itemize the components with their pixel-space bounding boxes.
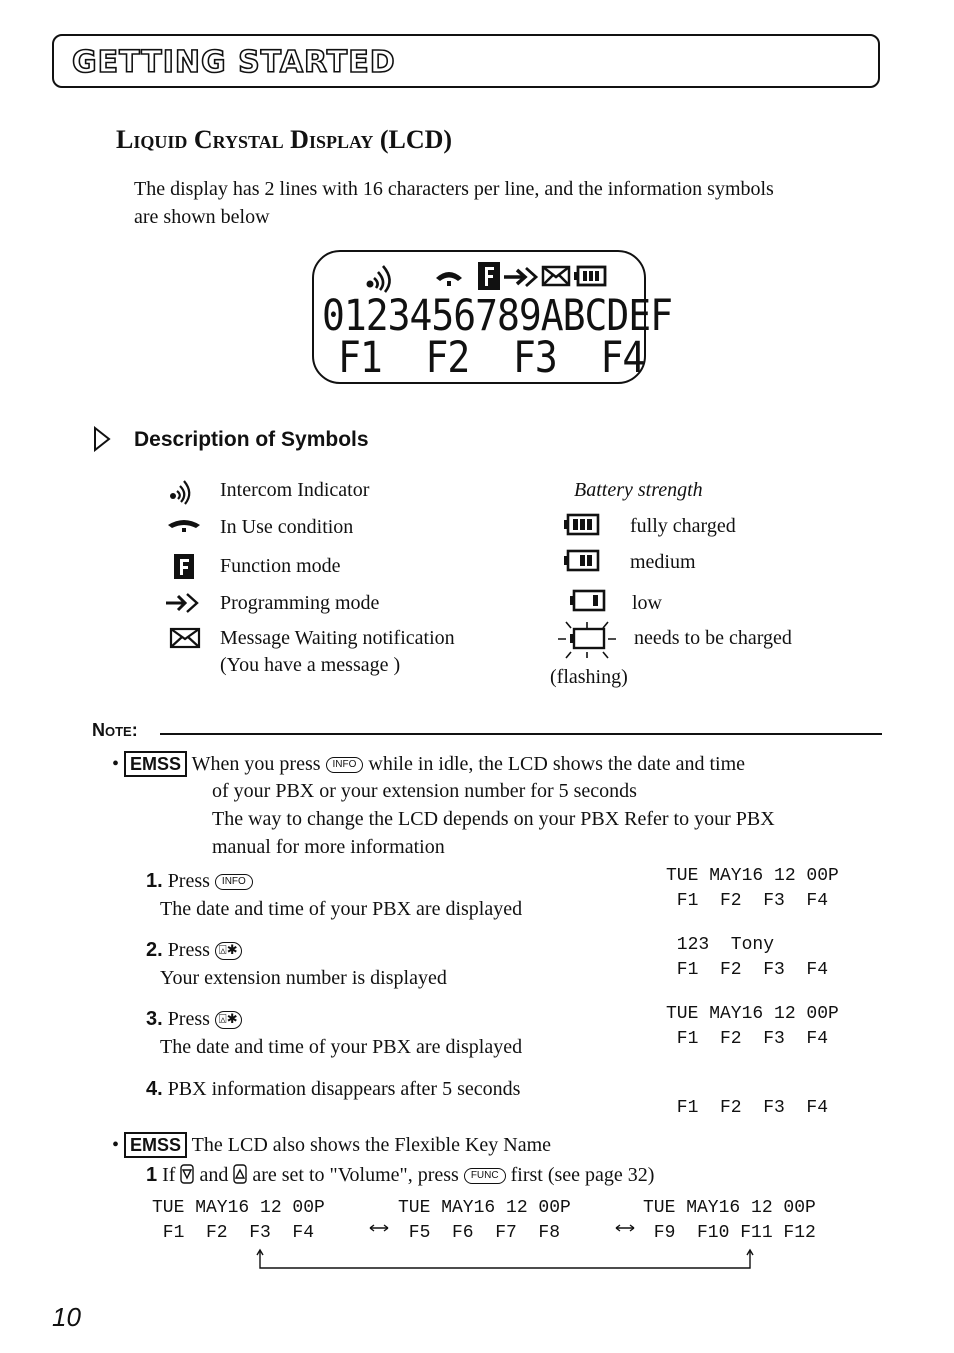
flex-step-text-d: first (see page 32): [510, 1164, 655, 1186]
battery-full-icon: [564, 515, 598, 534]
note-p1-line-4: manual for more information: [212, 836, 445, 858]
battery-empty-icon: [558, 622, 616, 658]
section-title: Liquid Crystal Display (LCD): [116, 125, 453, 154]
step-1-display-line-2: F1 F2 F3 F4: [666, 891, 829, 911]
flex-display-1-line-2: F1 F2 F3 F4: [152, 1223, 315, 1243]
flex-display-1-line-1: TUE MAY16 12 00P: [152, 1198, 325, 1218]
battery-low-icon: [570, 591, 604, 610]
flex-step-text-a: If: [162, 1164, 176, 1186]
step-3-number: 3.: [146, 1008, 163, 1030]
flex-step-text-c: are set to "Volume", press: [252, 1164, 459, 1186]
intercom-icon: [367, 266, 390, 292]
symbol-icon-column: [164, 476, 206, 656]
step-4-heading: [146, 1075, 520, 1103]
step-4-display-line-2: F1 F2 F3 F4: [666, 1098, 829, 1118]
step-2-display-line-2: F1 F2 F3 F4: [666, 960, 829, 980]
function-f-icon: [478, 262, 500, 290]
battery-title: Battery strength: [574, 479, 703, 501]
volume-down-key-icon: [180, 1164, 194, 1184]
step-2-description: Your extension number is displayed: [160, 967, 447, 989]
return-loop-arrow-icon: [257, 1250, 753, 1268]
battery-flashing-label: (flashing): [550, 666, 628, 688]
page-number: 10: [52, 1302, 81, 1332]
step-4-description: PBX information disappears after 5 seconds: [167, 1078, 521, 1100]
symbol-label-message-sub: (You have a message ): [220, 654, 401, 676]
step-2-display-line-1: 123 Tony: [666, 935, 775, 955]
info-key: INFO: [215, 874, 253, 890]
battery-icon-column: [550, 512, 626, 672]
battery-full-icon: [574, 267, 605, 285]
battery-label-empty: needs to be charged: [634, 627, 792, 649]
programming-arrow-icon: [166, 594, 197, 612]
intro-line-1: The display has 2 lines with 16 characters per line, and the information symbols: [134, 178, 774, 200]
step-3-display-line-1: TUE MAY16 12 00P: [666, 1004, 839, 1024]
step-3-display-line-2: F1 F2 F3 F4: [666, 1029, 829, 1049]
func-key: FUNC: [464, 1168, 506, 1184]
programming-arrow-icon: [504, 268, 536, 286]
note-p2-text: The LCD also shows the Flexible Key Name: [191, 1134, 552, 1156]
envelope-icon: [171, 629, 199, 647]
info-key: INFO: [326, 757, 364, 773]
note-p1-line-3: The way to change the LCD depends on your PBX Refer to your PBX: [212, 808, 775, 830]
step-1-display-line-1: TUE MAY16 12 00P: [666, 866, 839, 886]
step-2-press: Press: [167, 939, 210, 961]
function-f-icon: [174, 554, 194, 579]
bullet: •: [112, 753, 120, 775]
emss-badge: EMSS: [124, 751, 187, 777]
flex-cycle-arrows: [250, 1210, 770, 1274]
double-arrow-icon: [616, 1225, 634, 1231]
flex-step-text-b: and: [199, 1164, 229, 1186]
battery-label-low: low: [632, 592, 662, 614]
step-2-heading: [146, 936, 242, 964]
step-1-description: The date and time of your PBX are displayed: [160, 898, 523, 920]
flex-step-1: [146, 1161, 654, 1189]
intro-line-2: are shown below: [134, 206, 270, 228]
battery-label-medium: medium: [630, 551, 696, 573]
step-3-heading: [146, 1005, 242, 1033]
symbol-label-in-use: In Use condition: [220, 516, 354, 538]
flex-display-2-line-2: F5 F6 F7 F8: [398, 1223, 561, 1243]
note-paragraph-2: [112, 1131, 551, 1159]
hash-star-key: ⍓✱: [215, 942, 242, 960]
note-paragraph-1: [112, 750, 745, 778]
note-label: Note:: [92, 720, 138, 740]
step-4-number: 4.: [146, 1078, 163, 1100]
description-title: Description of Symbols: [134, 428, 369, 451]
battery-label-full: fully charged: [630, 515, 736, 537]
lcd-line-1: 0123456789ABCDEF: [322, 290, 673, 341]
note-divider: [160, 733, 882, 735]
header-title: GETTING STARTED: [72, 45, 396, 80]
bullet: •: [112, 1134, 120, 1156]
battery-medium-icon: [564, 551, 598, 570]
intercom-icon: [170, 481, 189, 504]
flex-display-3-line-1: TUE MAY16 12 00P: [643, 1198, 816, 1218]
step-1-press: Press: [167, 870, 210, 892]
symbol-label-programming: Programming mode: [220, 592, 380, 614]
step-3-description: The date and time of your PBX are displayed: [160, 1036, 523, 1058]
lcd-icon-row: [364, 258, 638, 294]
triangle-pointer-icon: [92, 426, 112, 452]
lcd-line-2: F1 F2 F3 F4: [338, 332, 645, 383]
handset-icon: [168, 520, 200, 532]
envelope-icon: [543, 267, 569, 285]
symbol-label-function: Function mode: [220, 555, 341, 577]
emss-badge: EMSS: [124, 1132, 187, 1158]
step-1-number: 1.: [146, 870, 163, 892]
symbol-label-message: Message Waiting notification: [220, 627, 455, 649]
step-3-press: Press: [167, 1008, 210, 1030]
flex-display-3-line-2: F9 F10 F11 F12: [643, 1223, 816, 1243]
step-2-number: 2.: [146, 939, 163, 961]
step-1-heading: [146, 867, 253, 895]
note-p1-line-2: of your PBX or your extension number for 5 seconds: [212, 780, 637, 802]
note-p1-text-b: while in idle, the LCD shows the date and time: [368, 753, 746, 775]
flex-step-number: 1: [146, 1164, 158, 1186]
hash-star-key: ⍓✱: [215, 1011, 242, 1029]
note-p1-text-a: When you press: [191, 753, 321, 775]
symbol-label-intercom: Intercom Indicator: [220, 479, 370, 501]
intro-text: [134, 175, 894, 231]
handset-icon: [436, 272, 462, 286]
double-arrow-icon: [370, 1225, 388, 1231]
volume-up-key-icon: [233, 1164, 247, 1184]
flex-display-2-line-1: TUE MAY16 12 00P: [398, 1198, 571, 1218]
